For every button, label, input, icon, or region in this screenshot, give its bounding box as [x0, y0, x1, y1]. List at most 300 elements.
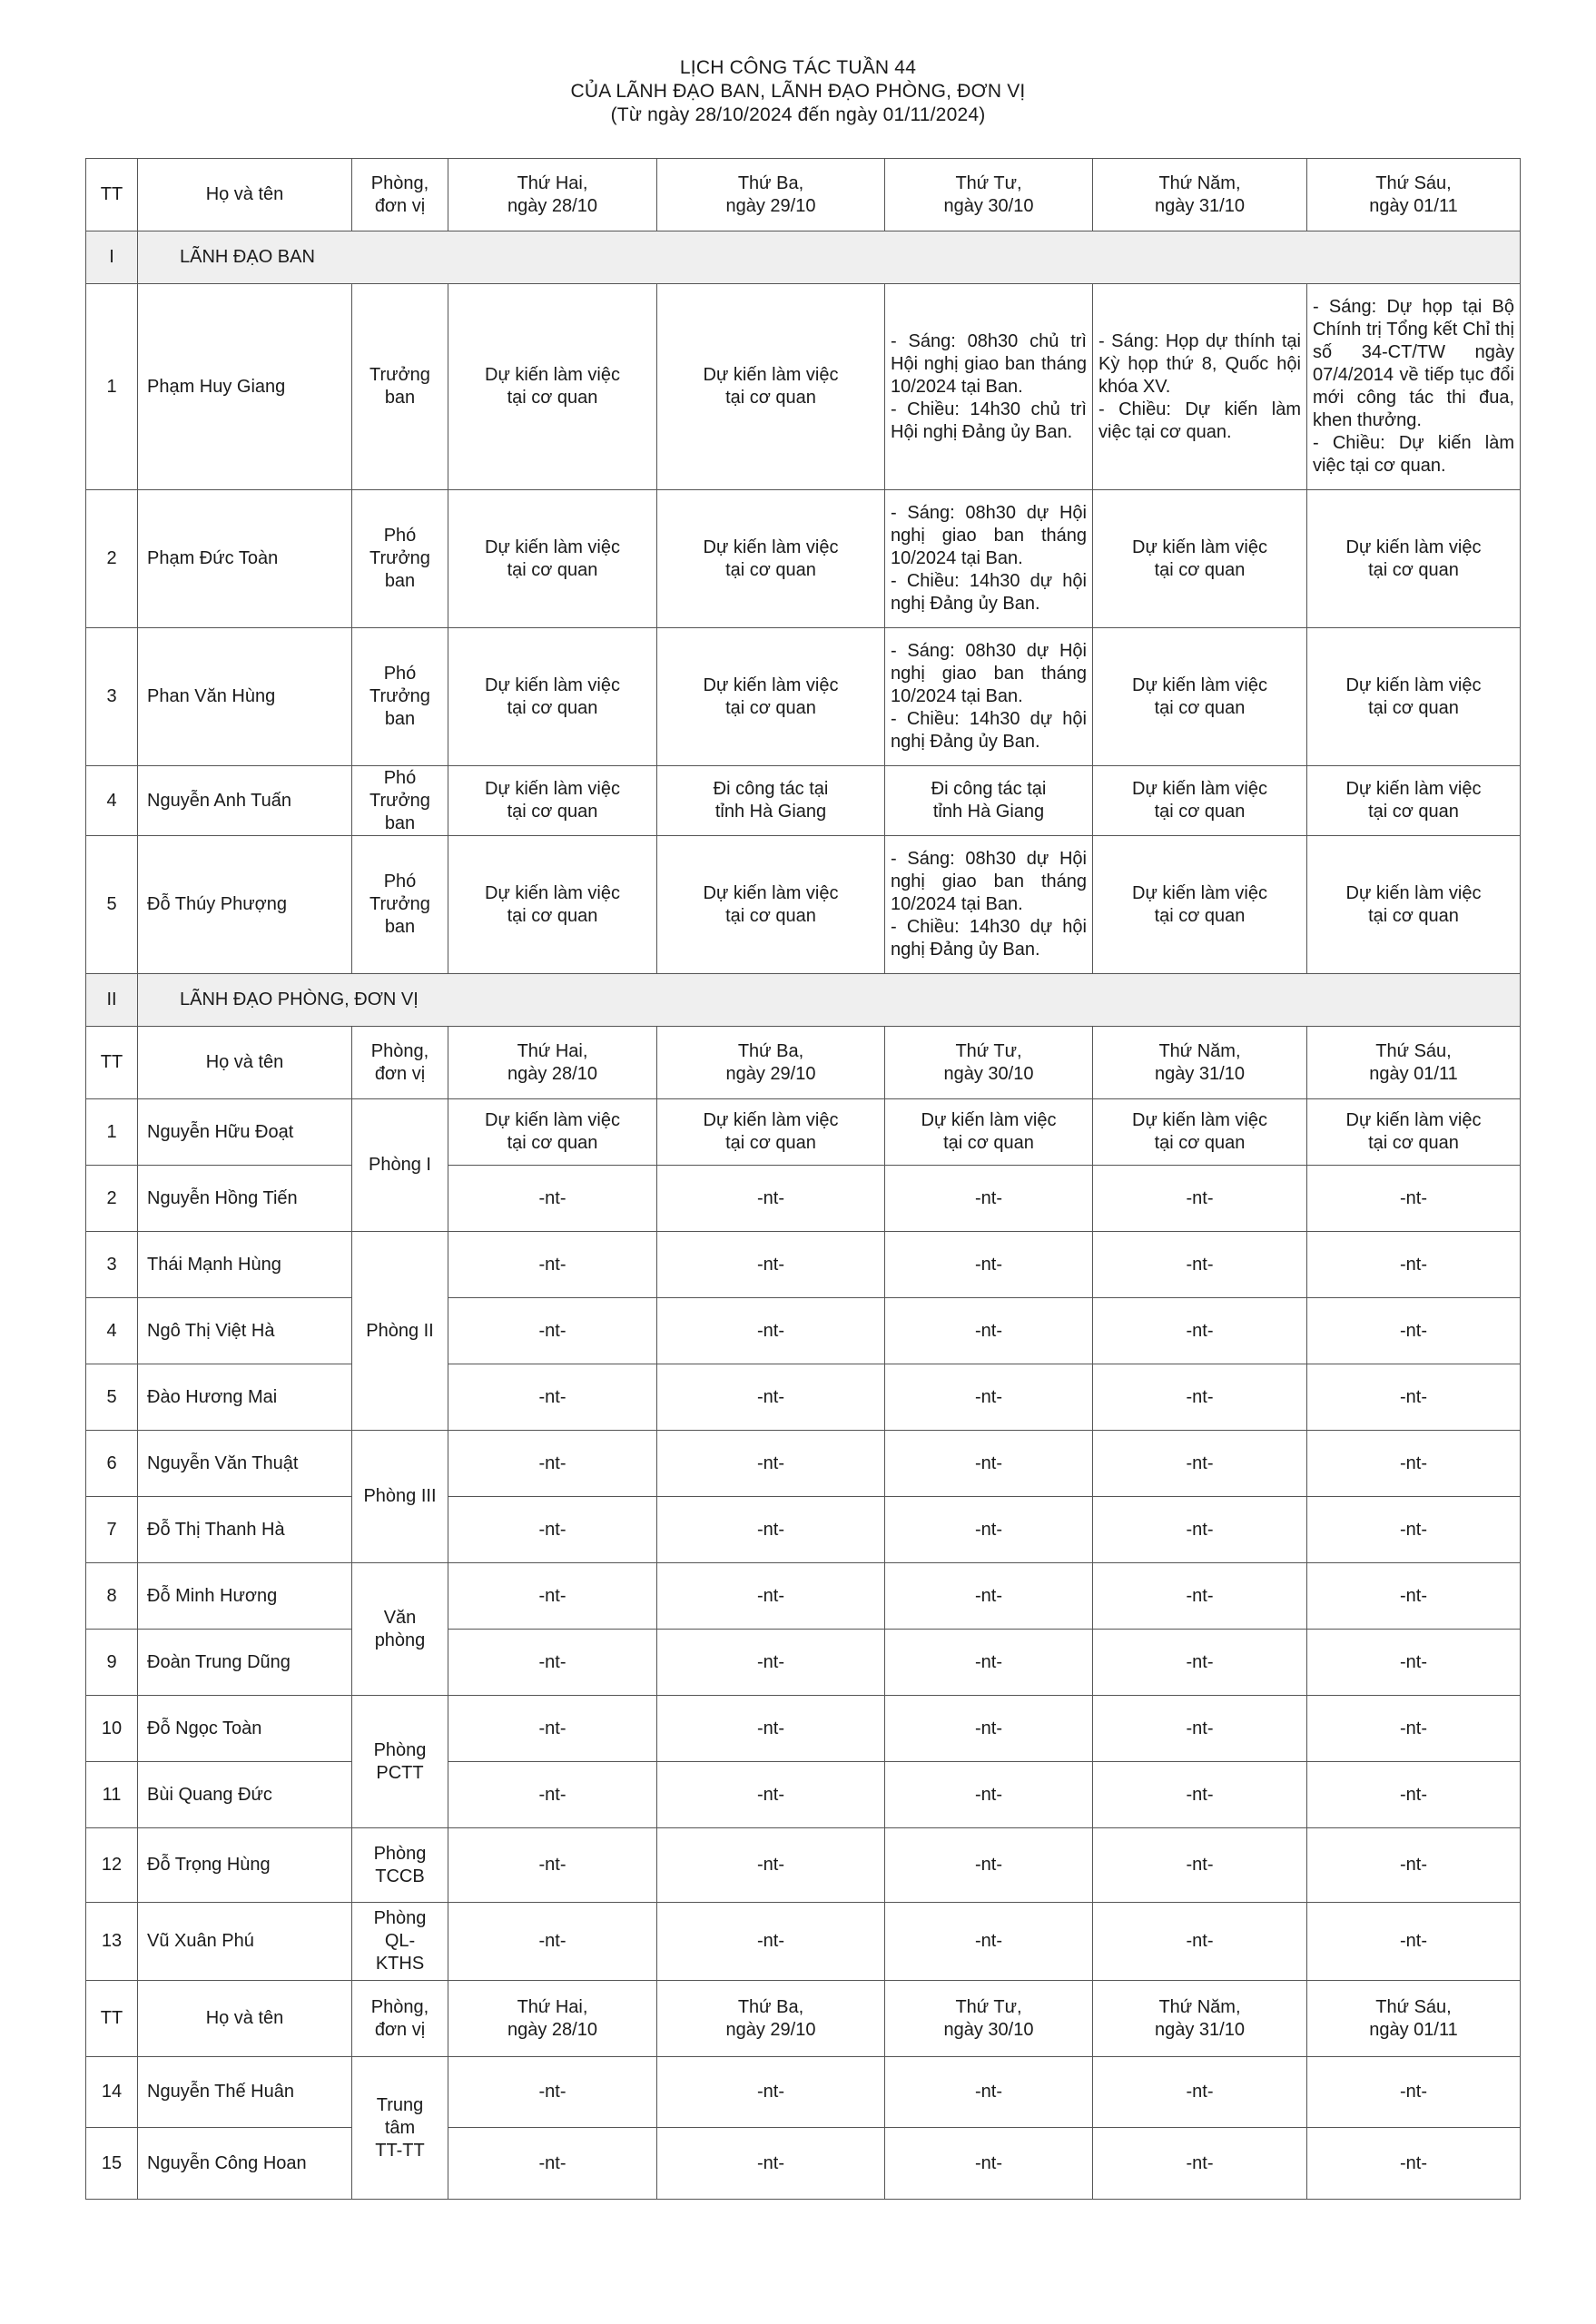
- row-day-line: Dự kiến làm việc: [485, 1110, 620, 1130]
- row-day-line: Dự kiến làm việc: [1345, 1110, 1482, 1130]
- row-day-line: Dự kiến làm việc: [1132, 1110, 1267, 1130]
- row-day-2: [657, 490, 885, 628]
- row-tt: 12: [86, 1828, 138, 1903]
- row-dept-line: Trung: [376, 2094, 424, 2115]
- row-dept: [352, 2057, 448, 2200]
- row-day-1: -nt-: [448, 1563, 657, 1630]
- row-day-3: -nt-: [885, 1828, 1093, 1903]
- row-day-3: [885, 284, 1093, 490]
- row-name: Bùi Quang Đức: [138, 1762, 352, 1828]
- header-day-line: Thứ Năm,: [1158, 172, 1241, 193]
- header-name: Họ và tên: [138, 159, 352, 231]
- row-day-2: -nt-: [657, 2057, 885, 2128]
- header-day-line: ngày 29/10: [725, 195, 816, 216]
- header-dept: [352, 159, 448, 231]
- header-day-2: [657, 1027, 885, 1099]
- row-tt: 7: [86, 1497, 138, 1563]
- row-dept-line: TCCB: [375, 1866, 425, 1886]
- header-day-line: ngày 01/11: [1369, 2019, 1458, 2040]
- row-day-1: -nt-: [448, 1762, 657, 1828]
- row-day-4: [1093, 836, 1307, 974]
- header-day-line: ngày 31/10: [1155, 195, 1245, 216]
- header-day-line: ngày 01/11: [1369, 1063, 1458, 1084]
- table-row: [86, 836, 1521, 974]
- row-day-2: [657, 1099, 885, 1166]
- row-day-2: -nt-: [657, 1563, 885, 1630]
- row-dept-line: Văn: [383, 1607, 417, 1628]
- row-day-1: [448, 490, 657, 628]
- row-day-line: Dự kiến làm việc: [485, 779, 620, 799]
- row-day-5: -nt-: [1307, 1696, 1521, 1762]
- row-day-2: [657, 766, 885, 836]
- row-dept-line: Phòng I: [369, 1155, 431, 1175]
- row-dept: [352, 1099, 448, 1232]
- row-day-5: -nt-: [1307, 2128, 1521, 2200]
- table-row: [86, 1497, 1521, 1563]
- row-tt: 9: [86, 1630, 138, 1696]
- row-tt: 2: [86, 1166, 138, 1232]
- row-dept-line: QL-: [384, 1931, 416, 1951]
- header-day-2: [657, 1981, 885, 2057]
- row-day-line: Dự kiến làm việc: [1345, 675, 1482, 695]
- table-header-row: [86, 159, 1521, 231]
- header-day-line: ngày 01/11: [1369, 195, 1458, 216]
- row-day-line: Dự kiến làm việc: [703, 882, 839, 903]
- row-day-5: -nt-: [1307, 1903, 1521, 1981]
- row-day-line: Dự kiến làm việc: [1345, 537, 1482, 557]
- row-tt: 15: [86, 2128, 138, 2200]
- section-row: [86, 974, 1521, 1027]
- table-row: [86, 2057, 1521, 2128]
- row-day-2: -nt-: [657, 1232, 885, 1298]
- row-day-line: - Sáng: 08h30 dự Hội nghị giao ban tháng 10/2024 tại Ban.: [891, 641, 1087, 706]
- row-day-line: Đi công tác tại: [713, 779, 829, 799]
- row-day-line: tại cơ quan: [507, 905, 598, 926]
- header-day-2: [657, 159, 885, 231]
- row-day-5: [1307, 836, 1521, 974]
- row-day-2: -nt-: [657, 1630, 885, 1696]
- row-day-5: [1307, 766, 1521, 836]
- header-day-line: Thứ Tư,: [955, 172, 1022, 193]
- row-day-4: [1093, 284, 1307, 490]
- row-tt: 6: [86, 1431, 138, 1497]
- row-day-2: -nt-: [657, 1828, 885, 1903]
- row-day-4: -nt-: [1093, 1431, 1307, 1497]
- row-day-line: tỉnh Hà Giang: [932, 802, 1045, 822]
- row-dept-line: ban: [384, 709, 416, 729]
- row-tt: 13: [86, 1903, 138, 1981]
- header-day-line: Thứ Hai,: [517, 172, 588, 193]
- row-dept-line: Trưởng: [369, 686, 430, 706]
- row-day-3: -nt-: [885, 1232, 1093, 1298]
- table-header-row: [86, 1027, 1521, 1099]
- row-day-line: Dự kiến làm việc: [1132, 675, 1267, 695]
- row-day-line: tại cơ quan: [1154, 1133, 1246, 1153]
- row-day-3: -nt-: [885, 2057, 1093, 2128]
- row-day-line: - Sáng: 08h30 chủ trì Hội nghị giao ban tháng 10/2024 tại Ban.: [891, 330, 1087, 397]
- row-dept-line: Trưởng: [369, 894, 430, 914]
- row-name: Ngô Thị Việt Hà: [138, 1298, 352, 1364]
- row-day-2: [657, 628, 885, 766]
- section-roman: II: [86, 974, 138, 1027]
- row-day-5: -nt-: [1307, 1364, 1521, 1431]
- row-dept: [352, 1431, 448, 1563]
- row-tt: 14: [86, 2057, 138, 2128]
- row-day-2: -nt-: [657, 1431, 885, 1497]
- row-day-3: -nt-: [885, 1630, 1093, 1696]
- title-line-2: CỦA LÃNH ĐẠO BAN, LÃNH ĐẠO PHÒNG, ĐƠN VỊ: [570, 81, 1026, 102]
- header-day-line: Thứ Hai,: [517, 1996, 588, 2017]
- row-dept: [352, 1232, 448, 1431]
- row-dept-line: ban: [384, 571, 416, 591]
- row-day-4: -nt-: [1093, 1166, 1307, 1232]
- row-tt: 1: [86, 1099, 138, 1166]
- header-day-3: [885, 159, 1093, 231]
- row-day-2: -nt-: [657, 1166, 885, 1232]
- table-header-row: [86, 1981, 1521, 2057]
- schedule-table: [85, 158, 1521, 2200]
- row-day-1: [448, 1099, 657, 1166]
- row-day-4: -nt-: [1093, 1232, 1307, 1298]
- row-day-5: -nt-: [1307, 1298, 1521, 1364]
- row-day-2: -nt-: [657, 1298, 885, 1364]
- row-day-5: [1307, 490, 1521, 628]
- row-name: Nguyễn Văn Thuật: [138, 1431, 352, 1497]
- table-row: [86, 1298, 1521, 1364]
- row-day-3: -nt-: [885, 1696, 1093, 1762]
- header-day-1: [448, 1981, 657, 2057]
- row-day-line: tại cơ quan: [725, 559, 816, 580]
- row-day-line: Dự kiến làm việc: [703, 537, 839, 557]
- row-day-5: -nt-: [1307, 1431, 1521, 1497]
- header-day-line: ngày 28/10: [507, 195, 597, 216]
- row-tt: 2: [86, 490, 138, 628]
- title-line-3: (Từ ngày 28/10/2024 đến ngày 01/11/2024): [610, 104, 986, 125]
- row-day-5: -nt-: [1307, 1828, 1521, 1903]
- table-row: [86, 1762, 1521, 1828]
- row-day-4: -nt-: [1093, 1762, 1307, 1828]
- row-name: Phạm Đức Toàn: [138, 490, 352, 628]
- table-row: [86, 1563, 1521, 1630]
- row-day-2: -nt-: [657, 1903, 885, 1981]
- row-day-line: - Chiều: Dự kiến làm việc tại cơ quan.: [1313, 433, 1514, 476]
- row-day-line: Dự kiến làm việc: [1132, 779, 1267, 799]
- row-dept: [352, 1696, 448, 1828]
- row-dept-line: ban: [384, 917, 416, 937]
- row-tt: 3: [86, 628, 138, 766]
- row-dept-line: ban: [384, 812, 416, 833]
- header-day-line: Thứ Năm,: [1158, 1996, 1241, 2017]
- row-day-4: -nt-: [1093, 1563, 1307, 1630]
- row-name: Thái Mạnh Hùng: [138, 1232, 352, 1298]
- row-day-4: [1093, 490, 1307, 628]
- table-row: [86, 628, 1521, 766]
- row-dept-line: Phó: [383, 767, 417, 788]
- row-dept-line: KTHS: [375, 1954, 425, 1974]
- table-row: [86, 1828, 1521, 1903]
- row-day-5: -nt-: [1307, 2057, 1521, 2128]
- row-day-line: - Chiều: 14h30 dự hội nghị Đảng ủy Ban.: [891, 917, 1087, 960]
- header-day-1: [448, 159, 657, 231]
- header-day-line: ngày 31/10: [1155, 1063, 1245, 1084]
- row-dept-line: Phó: [383, 526, 417, 546]
- row-day-4: -nt-: [1093, 2128, 1307, 2200]
- row-day-line: tại cơ quan: [1154, 802, 1246, 822]
- row-day-1: [448, 766, 657, 836]
- header-day-4: [1093, 1027, 1307, 1099]
- header-day-line: ngày 31/10: [1155, 2019, 1245, 2040]
- row-tt: 4: [86, 1298, 138, 1364]
- section-label: LÃNH ĐẠO PHÒNG, ĐƠN VỊ: [138, 974, 1521, 1027]
- row-day-1: -nt-: [448, 1166, 657, 1232]
- row-day-line: Dự kiến làm việc: [703, 365, 839, 385]
- row-day-line: tại cơ quan: [1368, 1133, 1459, 1153]
- row-day-1: -nt-: [448, 1431, 657, 1497]
- header-day-line: Thứ Tư,: [955, 1996, 1022, 2017]
- row-name: Đoàn Trung Dũng: [138, 1630, 352, 1696]
- row-day-line: - Chiều: 14h30 chủ trì Hội nghị Đảng ủy Ban.: [891, 399, 1087, 442]
- row-day-line: Dự kiến làm việc: [1132, 537, 1267, 557]
- header-day-4: [1093, 1981, 1307, 2057]
- header-dept-line: đơn vị: [374, 2019, 426, 2040]
- row-day-line: tại cơ quan: [943, 1133, 1034, 1153]
- row-day-line: - Sáng: Dự họp tại Bộ Chính trị Tổng kết Chỉ thị số 34-CT/TW ngày 07/4/2014 về tiếp tục đổi mới công tác thi đua, khen thưởng.: [1313, 297, 1514, 430]
- table-row: [86, 1099, 1521, 1166]
- row-day-3: -nt-: [885, 1298, 1093, 1364]
- row-dept-line: phòng: [374, 1630, 426, 1650]
- header-day-line: ngày 29/10: [725, 2019, 816, 2040]
- row-day-3: [885, 836, 1093, 974]
- row-day-3: [885, 628, 1093, 766]
- row-tt: 10: [86, 1696, 138, 1762]
- row-day-2: -nt-: [657, 1762, 885, 1828]
- row-day-line: tỉnh Hà Giang: [714, 802, 827, 822]
- row-day-line: tại cơ quan: [1368, 697, 1459, 718]
- row-day-4: [1093, 628, 1307, 766]
- header-day-line: Thứ Năm,: [1158, 1040, 1241, 1061]
- table-row: [86, 284, 1521, 490]
- table-row: [86, 490, 1521, 628]
- row-day-line: tại cơ quan: [725, 1133, 816, 1153]
- header-dept: [352, 1027, 448, 1099]
- row-day-5: -nt-: [1307, 1762, 1521, 1828]
- table-row: [86, 1232, 1521, 1298]
- table-row: [86, 1903, 1521, 1981]
- header-day-3: [885, 1027, 1093, 1099]
- row-dept-line: Phòng: [373, 1739, 427, 1760]
- row-day-1: -nt-: [448, 1828, 657, 1903]
- row-day-2: -nt-: [657, 1497, 885, 1563]
- row-dept: [352, 1903, 448, 1981]
- header-day-line: ngày 28/10: [507, 1063, 597, 1084]
- row-dept: [352, 1828, 448, 1903]
- row-day-line: Dự kiến làm việc: [485, 537, 620, 557]
- row-day-4: -nt-: [1093, 1903, 1307, 1981]
- row-day-line: Dự kiến làm việc: [703, 1110, 839, 1130]
- row-dept-line: ban: [384, 388, 416, 408]
- row-day-3: -nt-: [885, 1431, 1093, 1497]
- row-day-2: [657, 284, 885, 490]
- header-day-line: Thứ Hai,: [517, 1040, 588, 1061]
- row-day-5: -nt-: [1307, 1630, 1521, 1696]
- row-day-3: -nt-: [885, 1364, 1093, 1431]
- row-dept: [352, 284, 448, 490]
- table-row: [86, 1364, 1521, 1431]
- row-name: Đào Hương Mai: [138, 1364, 352, 1431]
- row-name: Đỗ Thúy Phượng: [138, 836, 352, 974]
- row-tt: 4: [86, 766, 138, 836]
- row-day-5: -nt-: [1307, 1563, 1521, 1630]
- row-name: Phan Văn Hùng: [138, 628, 352, 766]
- row-day-5: -nt-: [1307, 1166, 1521, 1232]
- row-day-line: tại cơ quan: [1368, 559, 1459, 580]
- header-day-3: [885, 1981, 1093, 2057]
- row-day-1: -nt-: [448, 1696, 657, 1762]
- row-day-line: Dự kiến làm việc: [703, 675, 839, 695]
- row-day-line: tại cơ quan: [507, 697, 598, 718]
- header-day-line: ngày 30/10: [943, 195, 1034, 216]
- row-day-3: [885, 1099, 1093, 1166]
- header-dept: [352, 1981, 448, 2057]
- row-day-3: -nt-: [885, 1497, 1093, 1563]
- row-tt: 11: [86, 1762, 138, 1828]
- header-name: Họ và tên: [138, 1981, 352, 2057]
- row-name: Đỗ Minh Hương: [138, 1563, 352, 1630]
- row-dept-line: Phòng: [373, 1908, 427, 1928]
- row-day-line: tại cơ quan: [1154, 697, 1246, 718]
- table-row: [86, 1166, 1521, 1232]
- row-dept-line: Trưởng: [369, 365, 430, 385]
- header-day-5: [1307, 1027, 1521, 1099]
- row-day-line: - Sáng: Họp dự thính tại Kỳ họp thứ 8, Quốc hội khóa XV.: [1098, 330, 1301, 397]
- row-dept-line: Phòng: [373, 1843, 427, 1864]
- header-tt: TT: [86, 1981, 138, 2057]
- row-dept-line: TT-TT: [375, 2140, 425, 2161]
- row-day-3: -nt-: [885, 2128, 1093, 2200]
- row-day-line: Dự kiến làm việc: [485, 882, 620, 903]
- row-tt: 5: [86, 1364, 138, 1431]
- header-day-5: [1307, 1981, 1521, 2057]
- row-day-4: [1093, 1099, 1307, 1166]
- row-day-line: tại cơ quan: [507, 802, 598, 822]
- header-tt: TT: [86, 1027, 138, 1099]
- row-day-4: -nt-: [1093, 1630, 1307, 1696]
- table-row: [86, 1696, 1521, 1762]
- row-day-5: -nt-: [1307, 1232, 1521, 1298]
- row-day-1: -nt-: [448, 1903, 657, 1981]
- row-day-1: [448, 628, 657, 766]
- header-day-line: Thứ Ba,: [737, 172, 804, 193]
- row-day-2: -nt-: [657, 2128, 885, 2200]
- row-day-line: - Sáng: 08h30 dự Hội nghị giao ban tháng 10/2024 tại Ban.: [891, 503, 1087, 568]
- row-name: Nguyễn Công Hoan: [138, 2128, 352, 2200]
- header-day-line: ngày 29/10: [725, 1063, 816, 1084]
- row-name: Nguyễn Anh Tuấn: [138, 766, 352, 836]
- document-title: [0, 56, 1596, 127]
- row-day-4: -nt-: [1093, 1298, 1307, 1364]
- row-tt: 5: [86, 836, 138, 974]
- header-dept-line: Phòng,: [370, 1996, 429, 2017]
- header-name: Họ và tên: [138, 1027, 352, 1099]
- header-day-1: [448, 1027, 657, 1099]
- row-day-line: tại cơ quan: [725, 905, 816, 926]
- section-label: LÃNH ĐẠO BAN: [138, 231, 1521, 284]
- row-tt: 1: [86, 284, 138, 490]
- row-day-line: Dự kiến làm việc: [921, 1110, 1057, 1130]
- row-day-1: -nt-: [448, 2057, 657, 2128]
- row-day-5: [1307, 1099, 1521, 1166]
- row-day-1: -nt-: [448, 2128, 657, 2200]
- row-dept-line: Phó: [383, 872, 417, 891]
- row-day-2: [657, 836, 885, 974]
- row-name: Vũ Xuân Phú: [138, 1903, 352, 1981]
- row-day-1: [448, 836, 657, 974]
- header-day-line: Thứ Ba,: [737, 1040, 804, 1061]
- header-day-line: Thứ Sáu,: [1375, 172, 1452, 193]
- row-day-line: tại cơ quan: [507, 388, 598, 408]
- row-day-line: tại cơ quan: [725, 697, 816, 718]
- header-day-line: Thứ Sáu,: [1375, 1040, 1452, 1061]
- row-day-1: -nt-: [448, 1497, 657, 1563]
- header-dept-line: Phòng,: [370, 1040, 429, 1061]
- row-day-line: Dự kiến làm việc: [485, 365, 620, 385]
- header-day-5: [1307, 159, 1521, 231]
- header-dept-line: đơn vị: [374, 195, 426, 216]
- row-day-line: tại cơ quan: [1368, 802, 1459, 822]
- row-day-line: tại cơ quan: [507, 1133, 598, 1153]
- row-day-5: -nt-: [1307, 1497, 1521, 1563]
- row-day-line: - Chiều: 14h30 dự hội nghị Đảng ủy Ban.: [891, 571, 1087, 614]
- row-name: Đỗ Trọng Hùng: [138, 1828, 352, 1903]
- header-dept-line: Phòng,: [370, 172, 429, 193]
- row-day-3: -nt-: [885, 1166, 1093, 1232]
- table-row: [86, 1630, 1521, 1696]
- row-day-4: [1093, 766, 1307, 836]
- row-day-5: [1307, 628, 1521, 766]
- row-dept-line: tâm: [384, 2117, 416, 2138]
- row-day-1: [448, 284, 657, 490]
- row-day-line: tại cơ quan: [725, 388, 816, 408]
- row-dept-line: PCTT: [376, 1762, 424, 1783]
- row-day-1: -nt-: [448, 1232, 657, 1298]
- row-name: Nguyễn Hồng Tiến: [138, 1166, 352, 1232]
- row-day-3: [885, 490, 1093, 628]
- row-day-line: Dự kiến làm việc: [1345, 779, 1482, 799]
- row-day-line: - Chiều: Dự kiến làm việc tại cơ quan.: [1098, 399, 1301, 442]
- row-dept-line: Trưởng: [369, 548, 430, 568]
- row-day-line: Dự kiến làm việc: [485, 675, 620, 695]
- row-day-4: -nt-: [1093, 1364, 1307, 1431]
- row-name: Nguyễn Thế Huân: [138, 2057, 352, 2128]
- header-day-line: ngày 30/10: [943, 1063, 1034, 1084]
- row-day-4: -nt-: [1093, 1696, 1307, 1762]
- header-dept-line: đơn vị: [374, 1063, 426, 1084]
- header-day-line: Thứ Tư,: [955, 1040, 1022, 1061]
- row-day-1: -nt-: [448, 1630, 657, 1696]
- row-day-line: - Sáng: 08h30 dự Hội nghị giao ban tháng 10/2024 tại Ban.: [891, 849, 1087, 914]
- row-day-2: -nt-: [657, 1696, 885, 1762]
- section-row: [86, 231, 1521, 284]
- row-day-4: -nt-: [1093, 1497, 1307, 1563]
- table-row: [86, 766, 1521, 836]
- row-day-1: -nt-: [448, 1298, 657, 1364]
- row-dept-line: Phòng II: [366, 1320, 434, 1341]
- row-dept: [352, 628, 448, 766]
- header-day-line: ngày 28/10: [507, 2019, 597, 2040]
- row-name: Phạm Huy Giang: [138, 284, 352, 490]
- row-name: Nguyễn Hữu Đoạt: [138, 1099, 352, 1166]
- header-day-line: Thứ Ba,: [737, 1996, 804, 2017]
